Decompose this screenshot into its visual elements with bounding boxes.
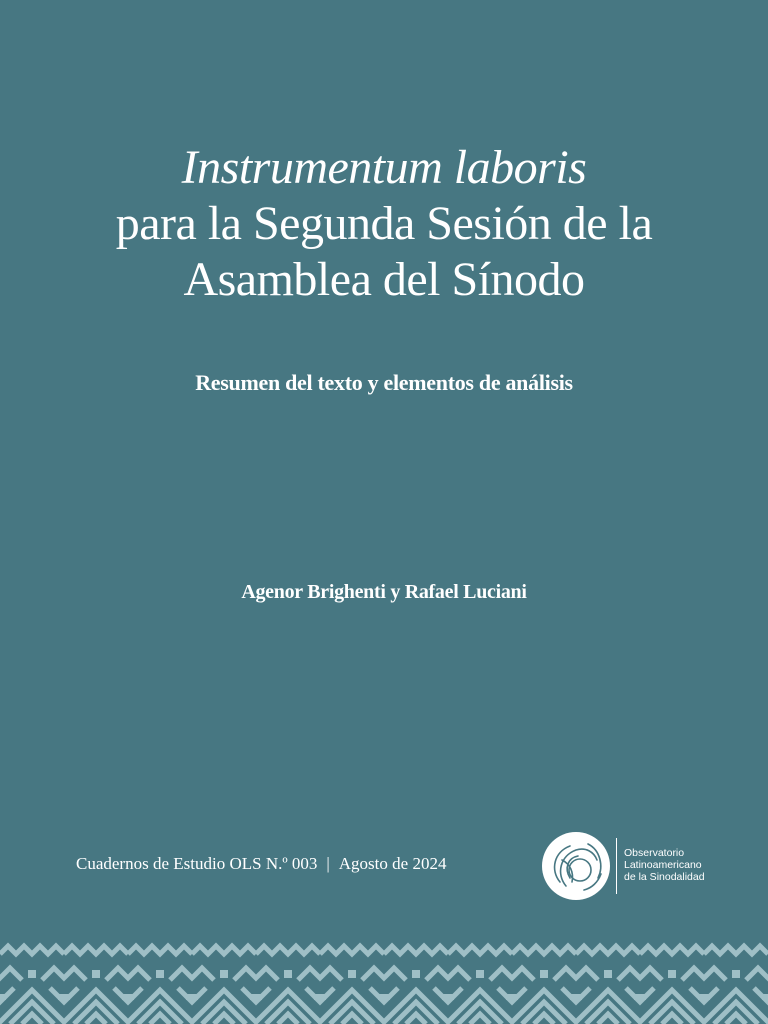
cover-subtitle: Resumen del texto y elementos de análisis	[195, 370, 573, 395]
logo-text-line-3: de la Sinodalidad	[624, 871, 705, 883]
title-italic-line: Instrumentum laboris	[181, 141, 587, 194]
title-line-2: para la Segunda Sesión de la	[115, 197, 653, 250]
series-info	[76, 851, 446, 877]
series-separator: |	[326, 854, 330, 873]
interlocking-circles-logo-icon	[540, 830, 612, 902]
logo-divider	[616, 838, 617, 894]
logo-text-line-1: Observatorio	[624, 847, 685, 859]
cover-authors: Agenor Brighenti y Rafael Luciani	[241, 581, 527, 603]
logo-text-line-2: Latinoamericano	[624, 859, 702, 871]
ols-logo	[540, 830, 705, 902]
title-line-3: Asamblea del Sínodo	[183, 253, 585, 306]
publication-date: Agosto de 2024	[338, 854, 447, 873]
geometric-border-pattern	[0, 940, 768, 1024]
series-name: Cuadernos de Estudio OLS N.º 003	[76, 854, 318, 873]
logo-text	[624, 847, 705, 883]
cover-title	[0, 140, 768, 308]
